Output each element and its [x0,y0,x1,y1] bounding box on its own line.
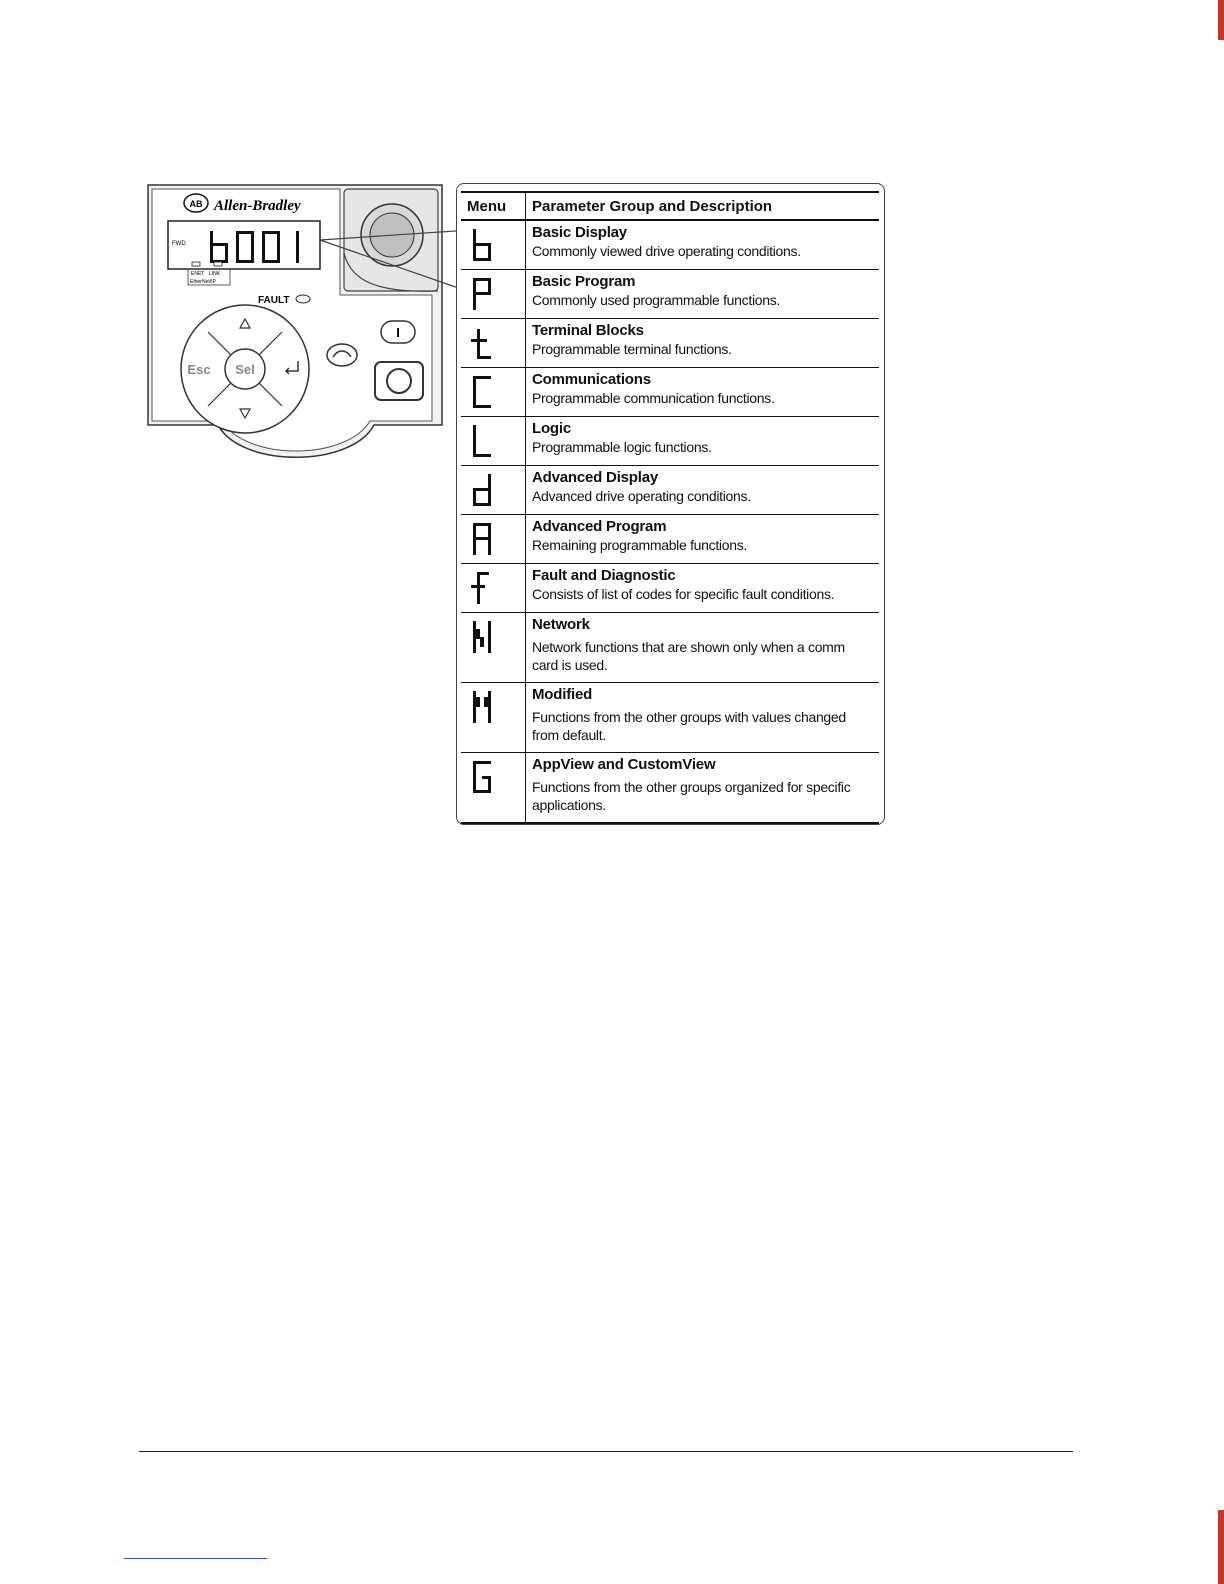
menu-row [461,564,879,613]
menu-row [461,515,879,564]
group-description: Programmable logic functions. [532,439,712,455]
group-description: Functions from the other groups with values changed from default. [532,709,846,743]
sel-label: Sel [235,362,255,377]
menu-row [461,466,879,515]
menu-column-header: Menu [461,192,526,220]
menu-row [461,417,879,466]
group-title: AppView and CustomView [532,756,716,773]
menu-desc-cell [526,417,880,466]
group-description: Commonly used programmable functions. [532,292,781,308]
menu-desc-cell [526,753,880,824]
group-title: Communications [532,371,651,388]
group-title: Advanced Display [532,469,659,486]
segment-glyph-icon [467,689,497,725]
segment-glyph-icon [467,276,497,312]
keypad-drawing [146,183,446,463]
group-title: Network [532,616,590,633]
menu-row [461,753,879,824]
page-edge-marker [1216,0,1224,1584]
group-description: Functions from the other groups organized for specific applications. [532,779,851,813]
menu-table-box [456,183,885,825]
segment-glyph-icon [467,374,497,410]
link-label: LINK [209,271,221,277]
menu-row [461,319,879,368]
group-description: Commonly viewed drive operating conditions. [532,243,801,259]
group-title: Fault and Diagnostic [532,567,676,584]
footer-rule [139,1451,1073,1452]
group-title: Advanced Program [532,518,667,535]
menu-glyph-cell [461,220,526,270]
segment-glyph-icon [467,521,497,557]
menu-desc-cell [526,613,880,683]
segment-glyph-icon [467,423,497,459]
description-column-header: Parameter Group and Description [526,192,880,220]
group-description: Programmable terminal functions. [532,341,732,357]
menu-row [461,368,879,417]
menu-desc-cell [526,683,880,753]
fwd-indicator-label: FWD [172,241,186,247]
keypad-illustration [146,183,446,463]
brand-logo-text: AB [189,199,203,209]
esc-label: Esc [187,362,211,377]
segment-glyph-icon [467,570,497,606]
menu-glyph-cell [461,564,526,613]
menu-desc-cell [526,466,880,515]
group-description: Remaining programmable functions. [532,537,747,553]
menu-glyph-cell [461,368,526,417]
menu-glyph-cell [461,515,526,564]
menu-row [461,613,879,683]
menu-desc-cell [526,515,880,564]
group-title: Basic Display [532,224,627,241]
menu-desc-cell [526,220,880,270]
group-title: Logic [532,420,571,437]
menu-desc-cell [526,270,880,319]
group-description: Advanced drive operating conditions. [532,488,751,504]
brand-name: Allen-Bradley [214,198,301,214]
menu-glyph-cell [461,319,526,368]
fault-led-icon [296,295,310,303]
menu-desc-cell [526,368,880,417]
group-description: Consists of list of codes for specific fault conditions. [532,586,835,602]
group-title: Terminal Blocks [532,322,644,339]
group-title: Modified [532,686,593,703]
segment-glyph-icon [467,619,497,655]
menu-desc-cell [526,564,880,613]
segment-glyph-icon [467,325,497,361]
menu-row [461,270,879,319]
footer-link-underline [124,1558,267,1559]
stop-icon [387,369,411,393]
menu-glyph-cell [461,417,526,466]
start-label: I [396,325,400,340]
menu-table [461,191,879,824]
menu-glyph-cell [461,753,526,824]
menu-glyph-cell [461,466,526,515]
menu-row [461,220,879,270]
ethernet-label: EtherNet/IP [190,279,216,285]
group-description: Programmable communication functions. [532,390,775,406]
segment-glyph-icon [467,472,497,508]
segment-glyph-icon [467,759,497,795]
menu-glyph-cell [461,683,526,753]
fault-label: FAULT [258,295,290,306]
enet-label: ENET [191,271,205,277]
reverse-button[interactable] [327,344,357,366]
group-description: Network functions that are shown only when a comm card is used. [532,639,845,673]
menu-desc-cell [526,319,880,368]
menu-row [461,683,879,753]
segment-glyph-icon [467,227,497,263]
menu-glyph-cell [461,613,526,683]
group-title: Basic Program [532,273,636,290]
menu-glyph-cell [461,270,526,319]
